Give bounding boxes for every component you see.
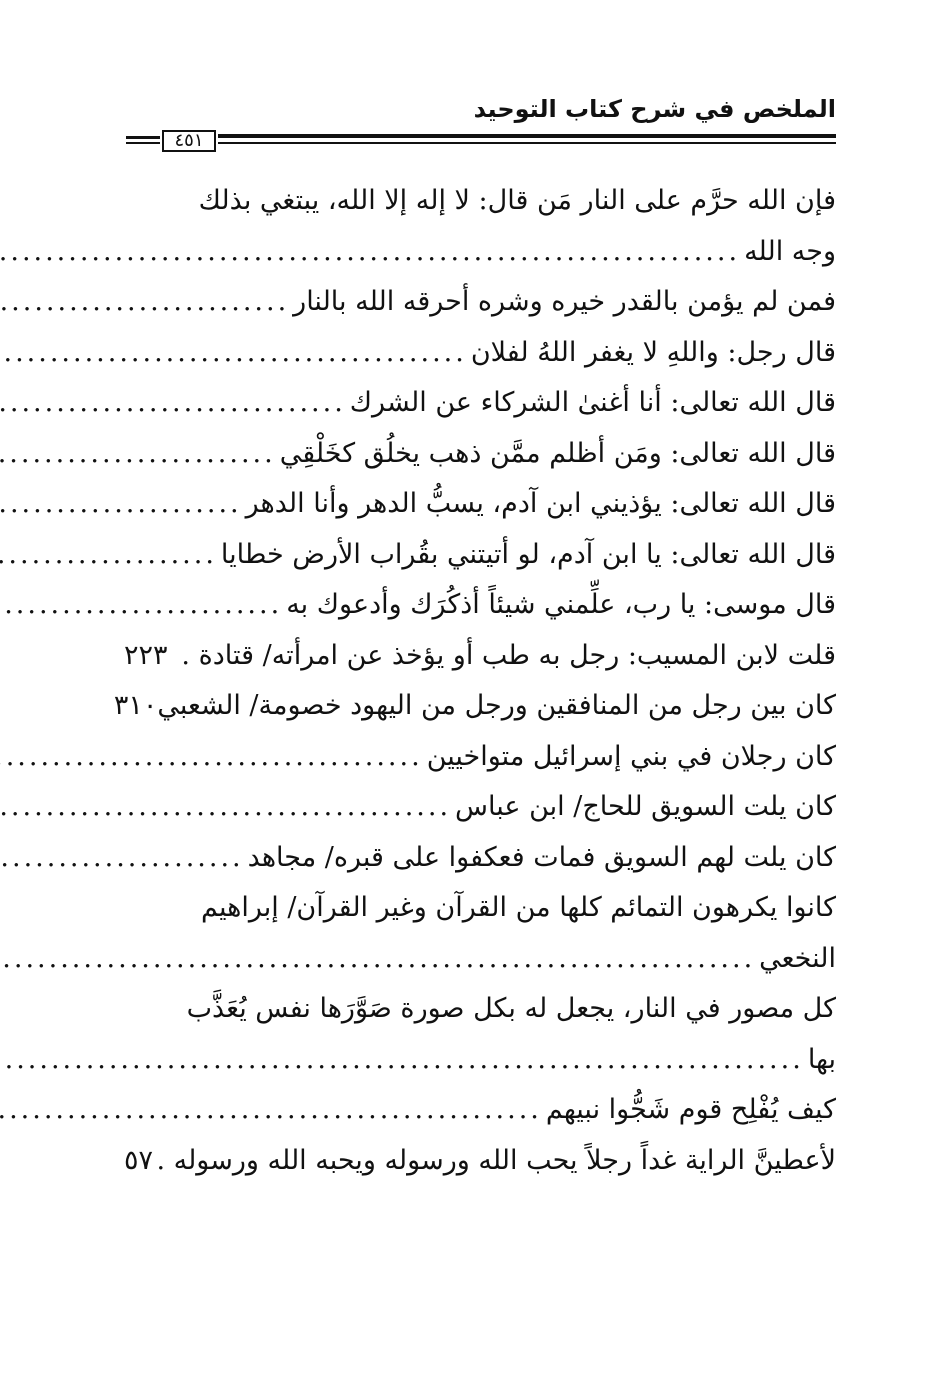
entry-page-number: ٢٢٣ xyxy=(124,639,168,671)
dot-leader xyxy=(0,479,242,530)
index-entry xyxy=(124,782,836,833)
dot-leader xyxy=(0,782,451,833)
dot-leader xyxy=(0,328,467,379)
index-entry xyxy=(124,227,836,278)
index-list xyxy=(113,176,836,1186)
index-entry xyxy=(113,681,836,732)
index-entry xyxy=(124,934,836,985)
entry-text: كل مصور في النار، يجعل له بكل صورة صَوَّرَها نفس يُعَذَّب xyxy=(186,993,836,1024)
entry-text: كان بين رجل من المنافقين ورجل من اليهود خصومة/ الشعبي xyxy=(157,690,836,721)
entry-page-number: ٣١٠ xyxy=(113,690,158,721)
entry-text: كيف يُفْلِح قوم شَجُّوا نبيهم xyxy=(545,1094,836,1125)
dot-leader xyxy=(0,429,276,480)
dot-leader xyxy=(0,580,282,631)
entry-text: بها xyxy=(807,1043,836,1075)
dot-leader xyxy=(0,530,217,581)
index-entry xyxy=(124,1136,836,1187)
page-number: ٤٥١ xyxy=(162,130,216,152)
entry-text: قال رجل: واللهِ لا يغفر اللهُ لفلان xyxy=(470,336,836,368)
index-entry xyxy=(124,631,836,682)
rule-long xyxy=(218,134,836,144)
index-entry xyxy=(124,580,836,631)
index-entry xyxy=(124,328,836,379)
index-entry xyxy=(124,429,836,480)
entry-text: قال موسى: يا رب، علِّمني شيئاً أذكُرَك وأدعوك به xyxy=(286,589,836,620)
rule-short xyxy=(126,136,160,144)
dot-leader xyxy=(0,732,423,783)
running-title: الملخص في شرح كتاب التوحيد xyxy=(473,95,836,123)
entry-text: لأعطينَّ الراية غداً رجلاً يحب الله ورسوله ويحبه الله ورسوله . xyxy=(156,1144,836,1176)
index-entry xyxy=(124,833,836,884)
dot-leader xyxy=(0,1085,542,1136)
entry-text: فإن الله حرَّم على النار مَن قال: لا إله إلا الله، يبتغي بذلك xyxy=(198,185,836,216)
index-entry xyxy=(124,883,836,934)
entry-text: قال الله تعالى: يا ابن آدم، لو أتيتني بقُراب الأرض خطايا xyxy=(220,538,836,570)
entry-text: قال الله تعالى: يؤذيني ابن آدم، يسبُّ الدهر وأنا الدهر xyxy=(245,488,836,519)
entry-text: قال الله تعالى: ومَن أظلم ممَّن ذهب يخلُق كخَلْقِي xyxy=(279,437,836,469)
index-entry xyxy=(124,378,836,429)
entry-text: كان يلت لهم السويق فمات فعكفوا على قبره/ مجاهد xyxy=(247,841,836,873)
entry-text: قال الله تعالى: أنا أغنىٰ الشركاء عن الشرك xyxy=(349,387,836,418)
entry-page-number: ٥٧ xyxy=(124,1144,154,1176)
entry-text: فمن لم يؤمن بالقدر خيره وشره أحرقه الله بالنار xyxy=(293,286,836,317)
page-header xyxy=(118,90,836,150)
entry-text: كان رجلان في بني إسرائيل متواخيين xyxy=(426,740,836,772)
index-entry xyxy=(124,1035,836,1086)
dot-leader xyxy=(0,1035,804,1086)
entry-text: النخعي xyxy=(759,942,836,974)
index-entry xyxy=(124,530,836,581)
index-entry xyxy=(124,984,836,1035)
index-entry xyxy=(124,277,836,328)
entry-text: كانوا يكرهون التمائم كلها من القرآن وغير القرآن/ إبراهيم xyxy=(200,892,836,923)
entry-text: قلت لابن المسيب: رجل به طب أو يؤخذ عن امرأته/ قتادة . xyxy=(181,639,836,671)
dot-leader xyxy=(0,227,740,278)
header-rule xyxy=(118,130,836,150)
dot-leader xyxy=(0,378,346,429)
dot-leader xyxy=(0,934,755,985)
index-entry xyxy=(124,176,836,227)
dot-leader xyxy=(0,833,244,884)
index-entry xyxy=(124,1085,836,1136)
entry-text: كان يلت السويق للحاج/ ابن عباس xyxy=(455,791,836,822)
entry-text: وجه الله xyxy=(744,235,836,267)
index-entry xyxy=(124,479,836,530)
index-entry xyxy=(124,732,836,783)
dot-leader xyxy=(0,277,289,328)
